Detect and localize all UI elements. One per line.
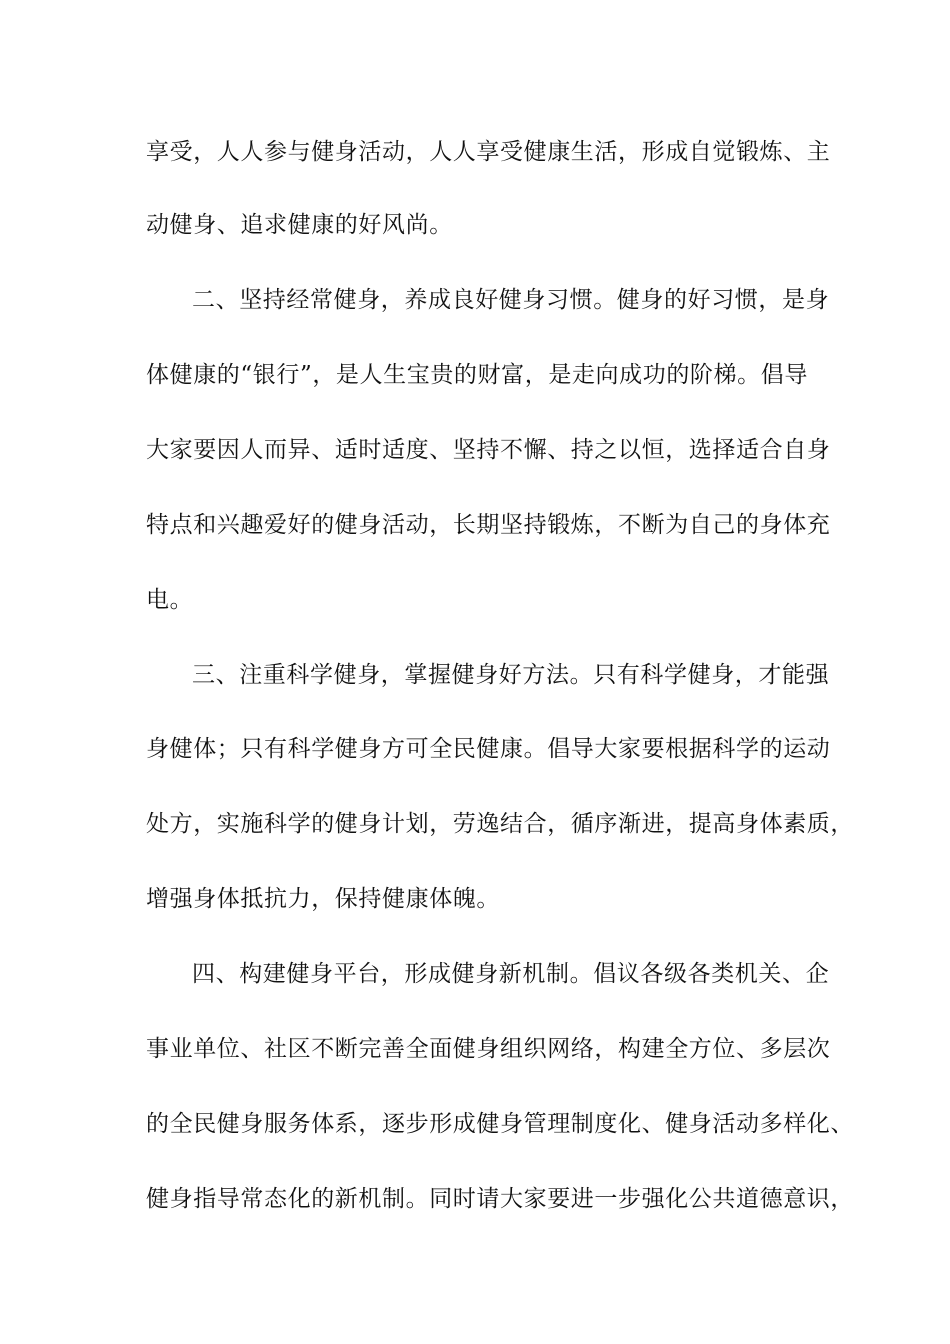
paragraph-line: 处方，实施科学的健身计划，劳逸结合，循序渐进，提高身体素质， [146, 811, 854, 837]
paragraph-line: 享受，人人参与健身活动，人人享受健康生活，形成自觉锻炼、主 [146, 139, 831, 165]
paragraph-line: 事业单位、社区不断完善全面健身组织网络，构建全方位、多层次 [146, 1036, 831, 1062]
paragraph-line-section-4-start: 四、构建健身平台，形成健身新机制。倡议各级各类机关、企 [192, 961, 830, 987]
paragraph-line: 健身指导常态化的新机制。同时请大家要进一步强化公共道德意识， [146, 1186, 854, 1212]
paragraph-line: 增强身体抵抗力，保持健康体魄。 [146, 886, 500, 912]
paragraph-line: 特点和兴趣爱好的健身活动，长期坚持锻炼，不断为自己的身体充 [146, 512, 831, 538]
paragraph-line-section-2-start: 二、坚持经常健身，养成良好健身习惯。健身的好习惯，是身 [192, 287, 830, 313]
paragraph-line: 体健康的“银行”，是人生宝贵的财富，是走向成功的阶梯。倡导 [146, 362, 808, 388]
paragraph-line: 的全民健身服务体系，逐步形成健身管理制度化、健身活动多样化、 [146, 1111, 854, 1137]
paragraph-line: 身健体；只有科学健身方可全民健康。倡导大家要根据科学的运动 [146, 736, 831, 762]
paragraph-line: 大家要因人而异、适时适度、坚持不懈、持之以恒，选择适合自身 [146, 437, 831, 463]
paragraph-line: 电。 [146, 587, 194, 613]
paragraph-line: 动健身、追求健康的好风尚。 [146, 212, 453, 238]
paragraph-line-section-3-start: 三、注重科学健身，掌握健身好方法。只有科学健身，才能强 [192, 662, 830, 688]
